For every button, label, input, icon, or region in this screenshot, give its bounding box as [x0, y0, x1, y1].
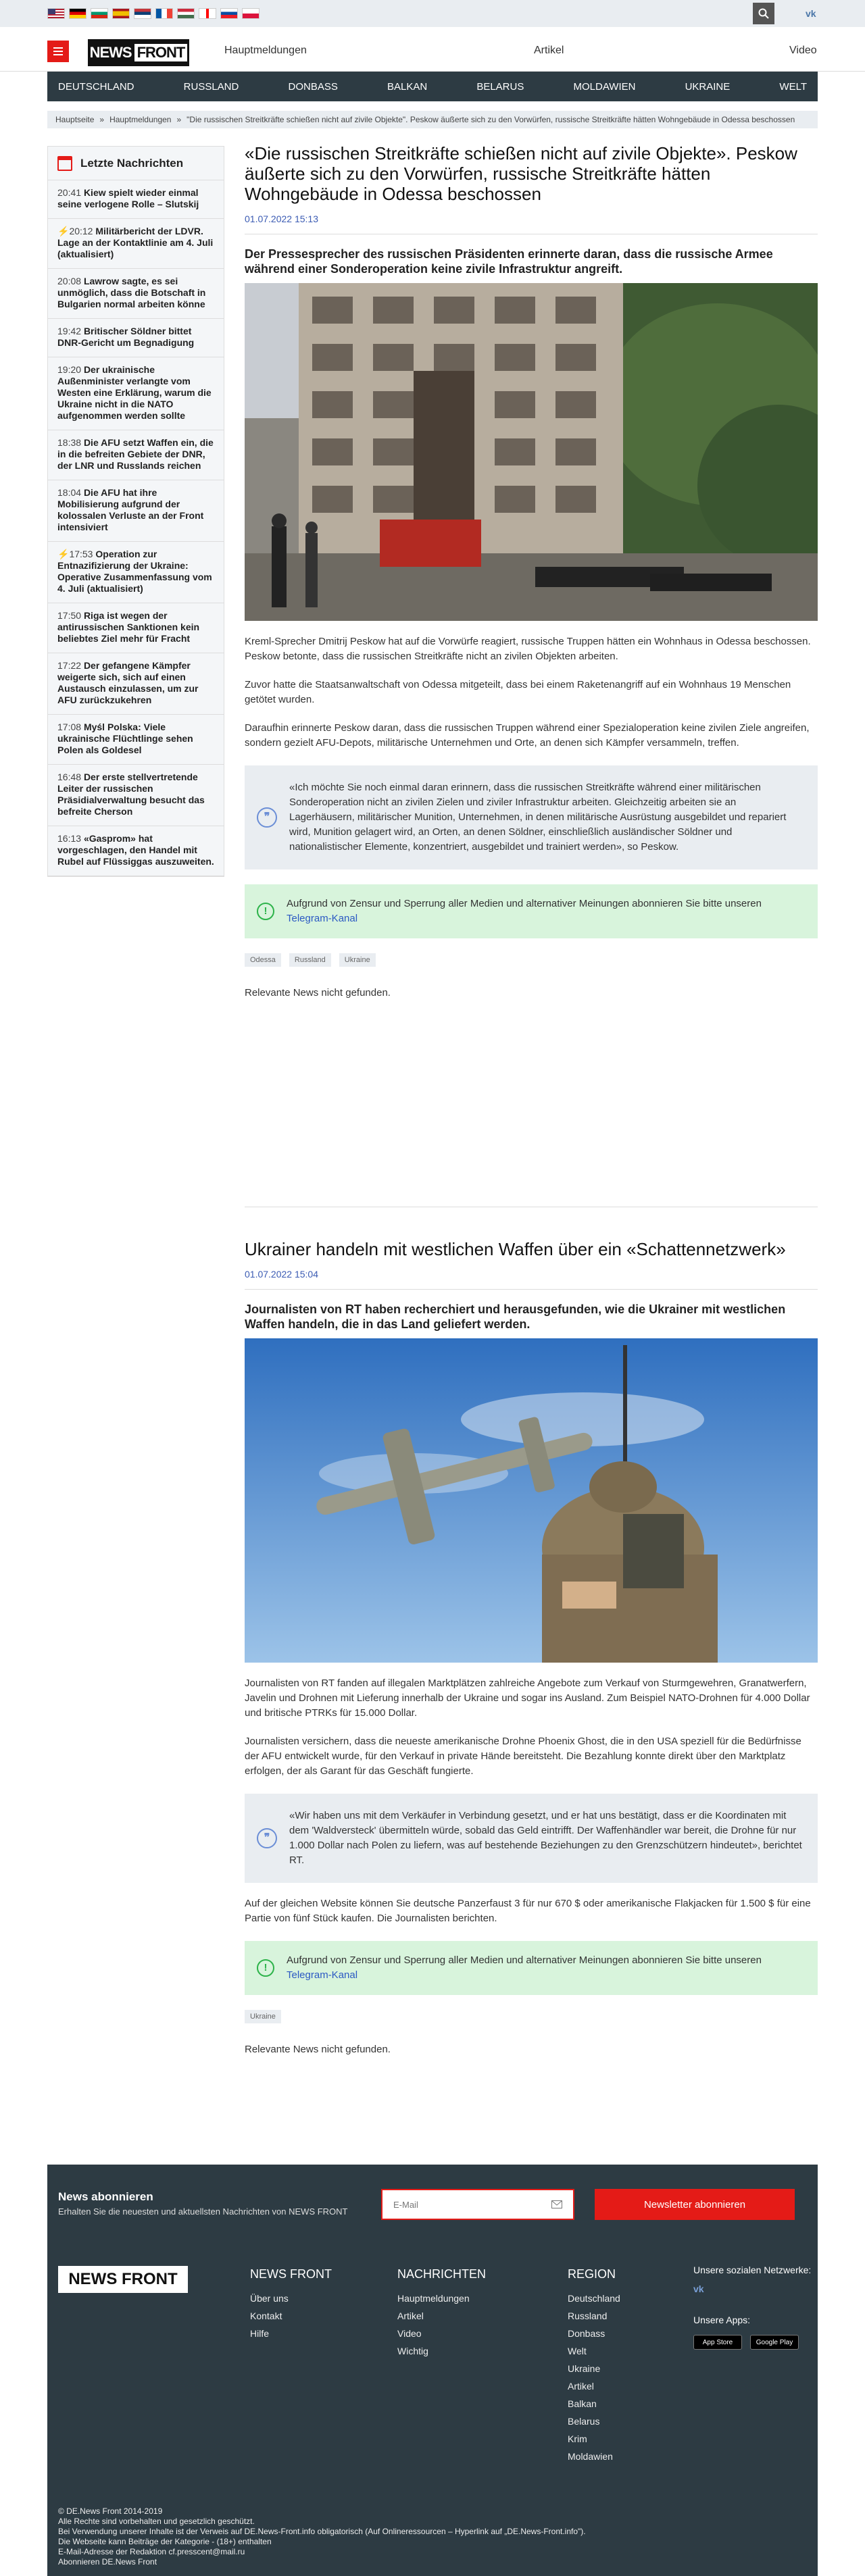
cat-russland[interactable]: RUSSLAND — [183, 80, 239, 93]
telegram-link[interactable]: Telegram-Kanal — [287, 913, 358, 924]
footer-col-title: REGION — [568, 2267, 616, 2281]
cat-belarus[interactable]: BELARUS — [476, 80, 524, 93]
footer-link[interactable]: Belarus — [568, 2416, 600, 2427]
site-logo[interactable]: NEWS FRONT — [88, 39, 189, 66]
sidebar-news-item[interactable] — [48, 603, 224, 653]
apps-title: Unsere Apps: — [693, 2315, 751, 2325]
search-button[interactable] — [753, 3, 774, 24]
lightning-icon: ⚡ — [57, 226, 70, 236]
language-bar — [0, 0, 865, 27]
cat-ukraine[interactable]: UKRAINE — [685, 80, 731, 93]
sidebar-header — [48, 147, 224, 180]
article-lead: Der Pressesprecher des russischen Präsidenten erinnerte daran, dass die russische Armee während einer Sonderoperation keine zivile Infrastruktur angreift. — [245, 247, 773, 276]
news-headline[interactable]: Der ukrainische Außenminister verlangte vom Westen eine Erklärung, warum die Ukraine nicht in die NATO aufgenommen werden sollte — [57, 364, 212, 421]
breadcrumb-home[interactable]: Hauptseite — [55, 115, 95, 124]
footer-link[interactable]: Deutschland — [568, 2293, 620, 2304]
footer-link[interactable]: Balkan — [568, 2398, 597, 2409]
nav-artikel[interactable]: Artikel — [534, 45, 564, 56]
breadcrumb-separator: » — [99, 115, 105, 124]
news-headline[interactable]: Britischer Söldner bittet DNR-Gericht um Begnadigung — [57, 326, 195, 348]
article-2 — [245, 1239, 818, 2055]
social-title: Unsere sozialen Netzwerke: — [693, 2265, 812, 2275]
news-time: 17:53 — [69, 549, 93, 559]
breadcrumb-current: "Die russischen Streitkräfte schießen nicht auf zivile Objekte". Peskow äußerte sich zu den Vorwürfen, russische Streitkräfte hätten Wohngebäude in Odessa beschossen — [187, 115, 795, 124]
quote-text: «Ich möchte Sie noch einmal daran erinnern, dass die russischen Streitkräfte während einer militärischen Sonderoperation nicht an zivilen Zielen und ziviler Infrastruktur arbeiten. Gleichzeitig arbeiten sie an Lagerhäusern, militärischer Munition, Unternehmen, in denen militärische Ausrüstung ausgebildet und repariert wird, Munition gelagert wird, an Orten, an denen Söldner, einschließlich ausländischer Söldner und nationalistischer Elemente, konzentriert, ausgebildet und trainiert werden», so Peskow. — [289, 782, 787, 853]
footer-link[interactable]: Artikel — [397, 2310, 424, 2321]
news-time: 17:50 — [57, 610, 82, 621]
sidebar-news-item[interactable] — [48, 653, 224, 715]
footer-col-region — [568, 2267, 620, 2465]
flag-pl[interactable] — [242, 8, 260, 19]
news-time: 17:08 — [57, 722, 82, 732]
copyright-line: Abonnieren DE.News Front — [58, 2557, 157, 2567]
sidebar-news-item[interactable] — [48, 180, 224, 219]
article-1 — [245, 143, 818, 999]
related-news-empty: Relevante News nicht gefunden. — [245, 2044, 391, 2055]
app-store-badge[interactable]: App Store — [693, 2335, 742, 2350]
google-play-badge[interactable]: Google Play — [750, 2335, 799, 2350]
article-paragraph: Kreml-Sprecher Dmitrij Peskow hat auf die Vorwürfe reagiert, russische Truppen hätten ein Wohnhaus in Odessa beschossen. Peskow betonte, dass die russischen Streitkräfte nicht an zivilen Objekten arbeiten. — [245, 636, 811, 662]
footer-link[interactable]: Hilfe — [250, 2328, 270, 2339]
footer-link[interactable]: Hauptmeldungen — [397, 2293, 470, 2304]
calendar-icon — [57, 156, 72, 171]
news-time: 20:08 — [57, 276, 82, 286]
footer-link[interactable]: Donbass — [568, 2328, 606, 2339]
search-icon — [758, 8, 769, 19]
footer-link[interactable]: Ukraine — [568, 2363, 601, 2374]
email-placeholder: E-Mail — [393, 2199, 418, 2210]
cat-donbass[interactable]: DONBASS — [288, 80, 338, 93]
flag-hu[interactable] — [177, 8, 195, 19]
vk-link[interactable]: vk — [806, 8, 816, 19]
news-time: 20:41 — [57, 187, 82, 198]
breadcrumb-section[interactable]: Hauptmeldungen — [109, 115, 172, 124]
category-nav — [47, 72, 818, 101]
sidebar-news-item[interactable] — [48, 269, 224, 319]
telegram-notice — [245, 1941, 818, 1995]
footer-link[interactable]: Artikel — [568, 2381, 594, 2392]
flag-rs[interactable] — [134, 8, 151, 19]
sidebar-news-item[interactable] — [48, 765, 224, 826]
news-time: 20:12 — [69, 226, 93, 236]
news-time: 16:48 — [57, 772, 82, 782]
article-quote — [245, 1794, 818, 1883]
news-time: 18:38 — [57, 437, 82, 448]
article-paragraph: Zuvor hatte die Staatsanwaltschaft von Odessa mitgeteilt, dass bei einem Raketenangriff auf ein Wohnhaus 19 Menschen getötet wurden. — [245, 679, 791, 705]
newsletter-title: News abonnieren — [58, 2190, 153, 2203]
site-header — [0, 27, 865, 72]
notice-text: Aufgrund von Zensur und Sperrung aller Medien und alternativer Meinungen abonnieren Sie bitte unseren — [287, 1954, 762, 1966]
envelope-icon — [551, 2200, 562, 2208]
latest-news-sidebar — [47, 146, 224, 877]
copyright-line: Die Webseite kann Beiträge der Kategorie - (18+) enthalten — [58, 2537, 272, 2546]
news-headline[interactable]: Kiew spielt wieder einmal seine verlogene Rolle – Slutskij — [57, 187, 199, 209]
site-footer — [47, 2235, 818, 2576]
subscribe-button[interactable]: Newsletter abonnieren — [595, 2189, 795, 2220]
damaged-building-image — [245, 283, 818, 621]
tag-ukraine[interactable]: Ukraine — [245, 2010, 281, 2023]
flag-es[interactable] — [112, 8, 130, 19]
tag-russland[interactable]: Russland — [289, 953, 331, 967]
related-news-empty: Relevante News nicht gefunden. — [245, 987, 391, 999]
news-headline[interactable]: Der gefangene Kämpfer weigerte sich, sich auf einen Austausch einzulassen, um zur AFU zurückzukehren — [57, 660, 199, 705]
news-time: 18:04 — [57, 487, 82, 498]
sidebar-news-item[interactable] — [48, 319, 224, 357]
telegram-link[interactable]: Telegram-Kanal — [287, 1969, 358, 1981]
sidebar-news-item[interactable] — [48, 430, 224, 480]
telegram-notice — [245, 884, 818, 938]
info-icon: ! — [257, 903, 274, 920]
tag-odessa[interactable]: Odessa — [245, 953, 281, 967]
article-paragraph: Auf der gleichen Website können Sie deutsche Panzerfaust 3 für nur 670 $ oder amerikanische Flakjacken für 1.500 $ für eine Partie von fünf Stück kaufen. Die Journalisten berichten. — [245, 1898, 811, 1924]
footer-col-nachrichten — [397, 2267, 486, 2360]
article-photo-drone — [245, 1338, 818, 1663]
news-headline[interactable]: Operation zur Entnazifizierung der Ukraine: Operative Zusammenfassung vom 4. Juli (aktualisiert) — [57, 549, 212, 594]
copyright-line: Bei Verwendung unserer Inhalte ist der Verweis auf DE.News-Front.info obligatorisch (Auf Onlineressourcen – Hyperlink auf „DE.News-Front.info"). — [58, 2527, 586, 2536]
footer-logo[interactable]: NEWS FRONT — [58, 2266, 188, 2293]
article-paragraph: Journalisten von RT fanden auf illegalen Marktplätzen zahlreiche Angebote zum Verkauf von Sturmgewehren, Granatwerfern, Javelin und Drohnen mit Lieferung innerhalb der Ukraine und sogar ins Ausland. Zum Beispiel NATO-Drohnen für 4.000 Dollar und britische PTRKs für 15.000 Dollar. — [245, 1677, 810, 1719]
article-paragraph: Daraufhin erinnerte Peskow daran, dass die russischen Truppen während einer Spezialoperation keine zivilen Ziele angreifen, sondern gezielt AFU-Depots, militärische Unternehmen und Orte, an denen sich Kämpfer versammeln, treffen. — [245, 722, 810, 749]
cat-welt[interactable]: WELT — [779, 80, 807, 93]
news-headline[interactable]: Lawrow sagte, es sei unmöglich, dass die Botschaft in Bulgarien normal arbeiten könne — [57, 276, 206, 309]
info-icon: ! — [257, 1959, 274, 1977]
news-time: 19:20 — [57, 364, 82, 375]
flag-sk[interactable] — [220, 8, 238, 19]
footer-link[interactable]: Moldawien — [568, 2451, 613, 2462]
flag-ge[interactable] — [199, 8, 216, 19]
news-headline[interactable]: Die AFU hat ihre Mobilisierung aufgrund der kolossalen Verluste an der Front intensiviert — [57, 487, 204, 532]
tag-ukraine[interactable]: Ukraine — [339, 953, 376, 967]
newsletter-section — [47, 2165, 818, 2235]
article-date: 01.07.2022 15:13 — [245, 213, 818, 234]
vk-social-link[interactable]: vk — [693, 2283, 704, 2294]
nav-hauptmeldungen[interactable]: Hauptmeldungen — [224, 45, 307, 56]
newsletter-description: Erhalten Sie die neuesten und aktuellsten Nachrichten von NEWS FRONT — [58, 2206, 348, 2217]
sidebar-news-item[interactable] — [48, 542, 224, 603]
news-headline[interactable]: «Gasprom» hat vorgeschlagen, den Handel mit Rubel auf Flüssiggas auszuweiten. — [57, 833, 214, 867]
footer-link[interactable]: Wichtig — [397, 2346, 428, 2356]
breadcrumb-separator: » — [176, 115, 182, 124]
menu-button[interactable] — [47, 41, 69, 62]
notice-text: Aufgrund von Zensur und Sperrung aller Medien und alternativer Meinungen abonnieren Sie bitte unseren — [287, 898, 762, 909]
footer-link[interactable]: Kontakt — [250, 2310, 282, 2321]
news-headline[interactable]: Die AFU setzt Waffen ein, die in die befreiten Gebiete der DNR, der LNR und Russlands reichen — [57, 437, 214, 471]
article-date: 01.07.2022 15:04 — [245, 1269, 818, 1290]
sidebar-news-item[interactable] — [48, 826, 224, 876]
article-photo-building — [245, 283, 818, 621]
tag-list — [245, 953, 818, 967]
footer-col-newsfront — [250, 2267, 332, 2342]
drone-soldier-image — [245, 1338, 818, 1663]
footer-link[interactable]: Über uns — [250, 2293, 289, 2304]
footer-col-title: NEWS FRONT — [250, 2267, 332, 2281]
news-time: 16:13 — [57, 833, 82, 844]
quote-icon: ❞ — [257, 1828, 277, 1848]
news-headline[interactable]: Riga ist wegen der antirussischen Sanktionen kein beliebtes Ziel mehr für Fracht — [57, 610, 200, 644]
copyright — [58, 2506, 586, 2567]
sidebar-title: Letzte Nachrichten — [80, 156, 184, 170]
footer-link[interactable]: Welt — [568, 2346, 587, 2356]
flag-us[interactable] — [47, 8, 65, 19]
article-lead: Journalisten von RT haben recherchiert und herausgefunden, wie die Ukrainer mit westlichen Waffen handeln, die in das Land geliefert werden. — [245, 1303, 786, 1331]
flag-bg[interactable] — [91, 8, 108, 19]
cat-deutschland[interactable]: DEUTSCHLAND — [58, 80, 134, 93]
footer-link[interactable]: Krim — [568, 2433, 587, 2444]
breadcrumb — [47, 111, 818, 128]
copyright-line: E-Mail-Adresse der Redaktion cf.presscent@mail.ru — [58, 2547, 245, 2556]
news-time: 19:42 — [57, 326, 82, 336]
sidebar-news-item[interactable] — [48, 219, 224, 269]
copyright-line: Alle Rechte sind vorbehalten und gesetzlich geschützt. — [58, 2517, 255, 2526]
article-title[interactable]: Ukrainer handeln mit westlichen Waffen über ein «Schattennetzwerk» — [245, 1239, 786, 1259]
footer-col-title: NACHRICHTEN — [397, 2267, 487, 2281]
flag-de[interactable] — [69, 8, 86, 19]
quote-icon: ❞ — [257, 807, 277, 828]
copyright-line: © DE.News Front 2014-2019 — [58, 2506, 163, 2516]
cat-moldawien[interactable]: MOLDAWIEN — [573, 80, 636, 93]
footer-social — [693, 2265, 811, 2350]
cat-balkan[interactable]: BALKAN — [387, 80, 428, 93]
tag-list — [245, 2010, 818, 2023]
lightning-icon: ⚡ — [57, 549, 70, 559]
language-flags — [47, 8, 260, 19]
email-field[interactable] — [381, 2189, 574, 2220]
article-paragraph: Journalisten versichern, dass die neueste amerikanische Drohne Phoenix Ghost, die in den USA speziell für die Bedürfnisse der AFU entwickelt wurde, für den Verkauf in private Hände bereitsteht. Die Bezahlung konnte direkt über den Marktplatz erfolgen, der als Garant für das Geschäft fungierte. — [245, 1736, 801, 1777]
news-headline[interactable]: Militärbericht der LDVR. Lage an der Kontaktlinie am 4. Juli (aktualisiert) — [57, 226, 214, 259]
sidebar-news-item[interactable] — [48, 715, 224, 765]
sidebar-news-item[interactable] — [48, 357, 224, 430]
article-quote — [245, 765, 818, 869]
footer-link[interactable]: Russland — [568, 2310, 608, 2321]
sidebar-news-item[interactable] — [48, 480, 224, 542]
footer-link[interactable]: Video — [397, 2328, 422, 2339]
news-headline[interactable]: Der erste stellvertretende Leiter der russischen Präsidialverwaltung besucht das befreite Cherson — [57, 772, 205, 817]
news-time: 17:22 — [57, 660, 82, 671]
quote-text: «Wir haben uns mit dem Verkäufer in Verbindung gesetzt, und er hat uns bestätigt, dass er die Koordinaten mit dem 'Waldversteck' übermitteln würde, sobald das Geld eintrifft. Der Waffenhändler war bereit, die Drohne für nur 1.000 Dollar nach Polen zu liefern, was auf bestehende Beziehungen zu den Grenzschützern hindeutet», berichtet RT. — [289, 1810, 802, 1866]
news-headline[interactable]: Myśl Polska: Viele ukrainische Flüchtlinge sehen Polen als Goldesel — [57, 722, 193, 755]
article-title: «Die russischen Streitkräfte schießen nicht auf zivile Objekte». Peskow äußerte sich zu den Vorwürfen, russische Streitkräfte hätten Wohngebäude in Odessa beschossen — [245, 143, 797, 204]
flag-fr[interactable] — [155, 8, 173, 19]
nav-video[interactable]: Video — [789, 45, 817, 56]
